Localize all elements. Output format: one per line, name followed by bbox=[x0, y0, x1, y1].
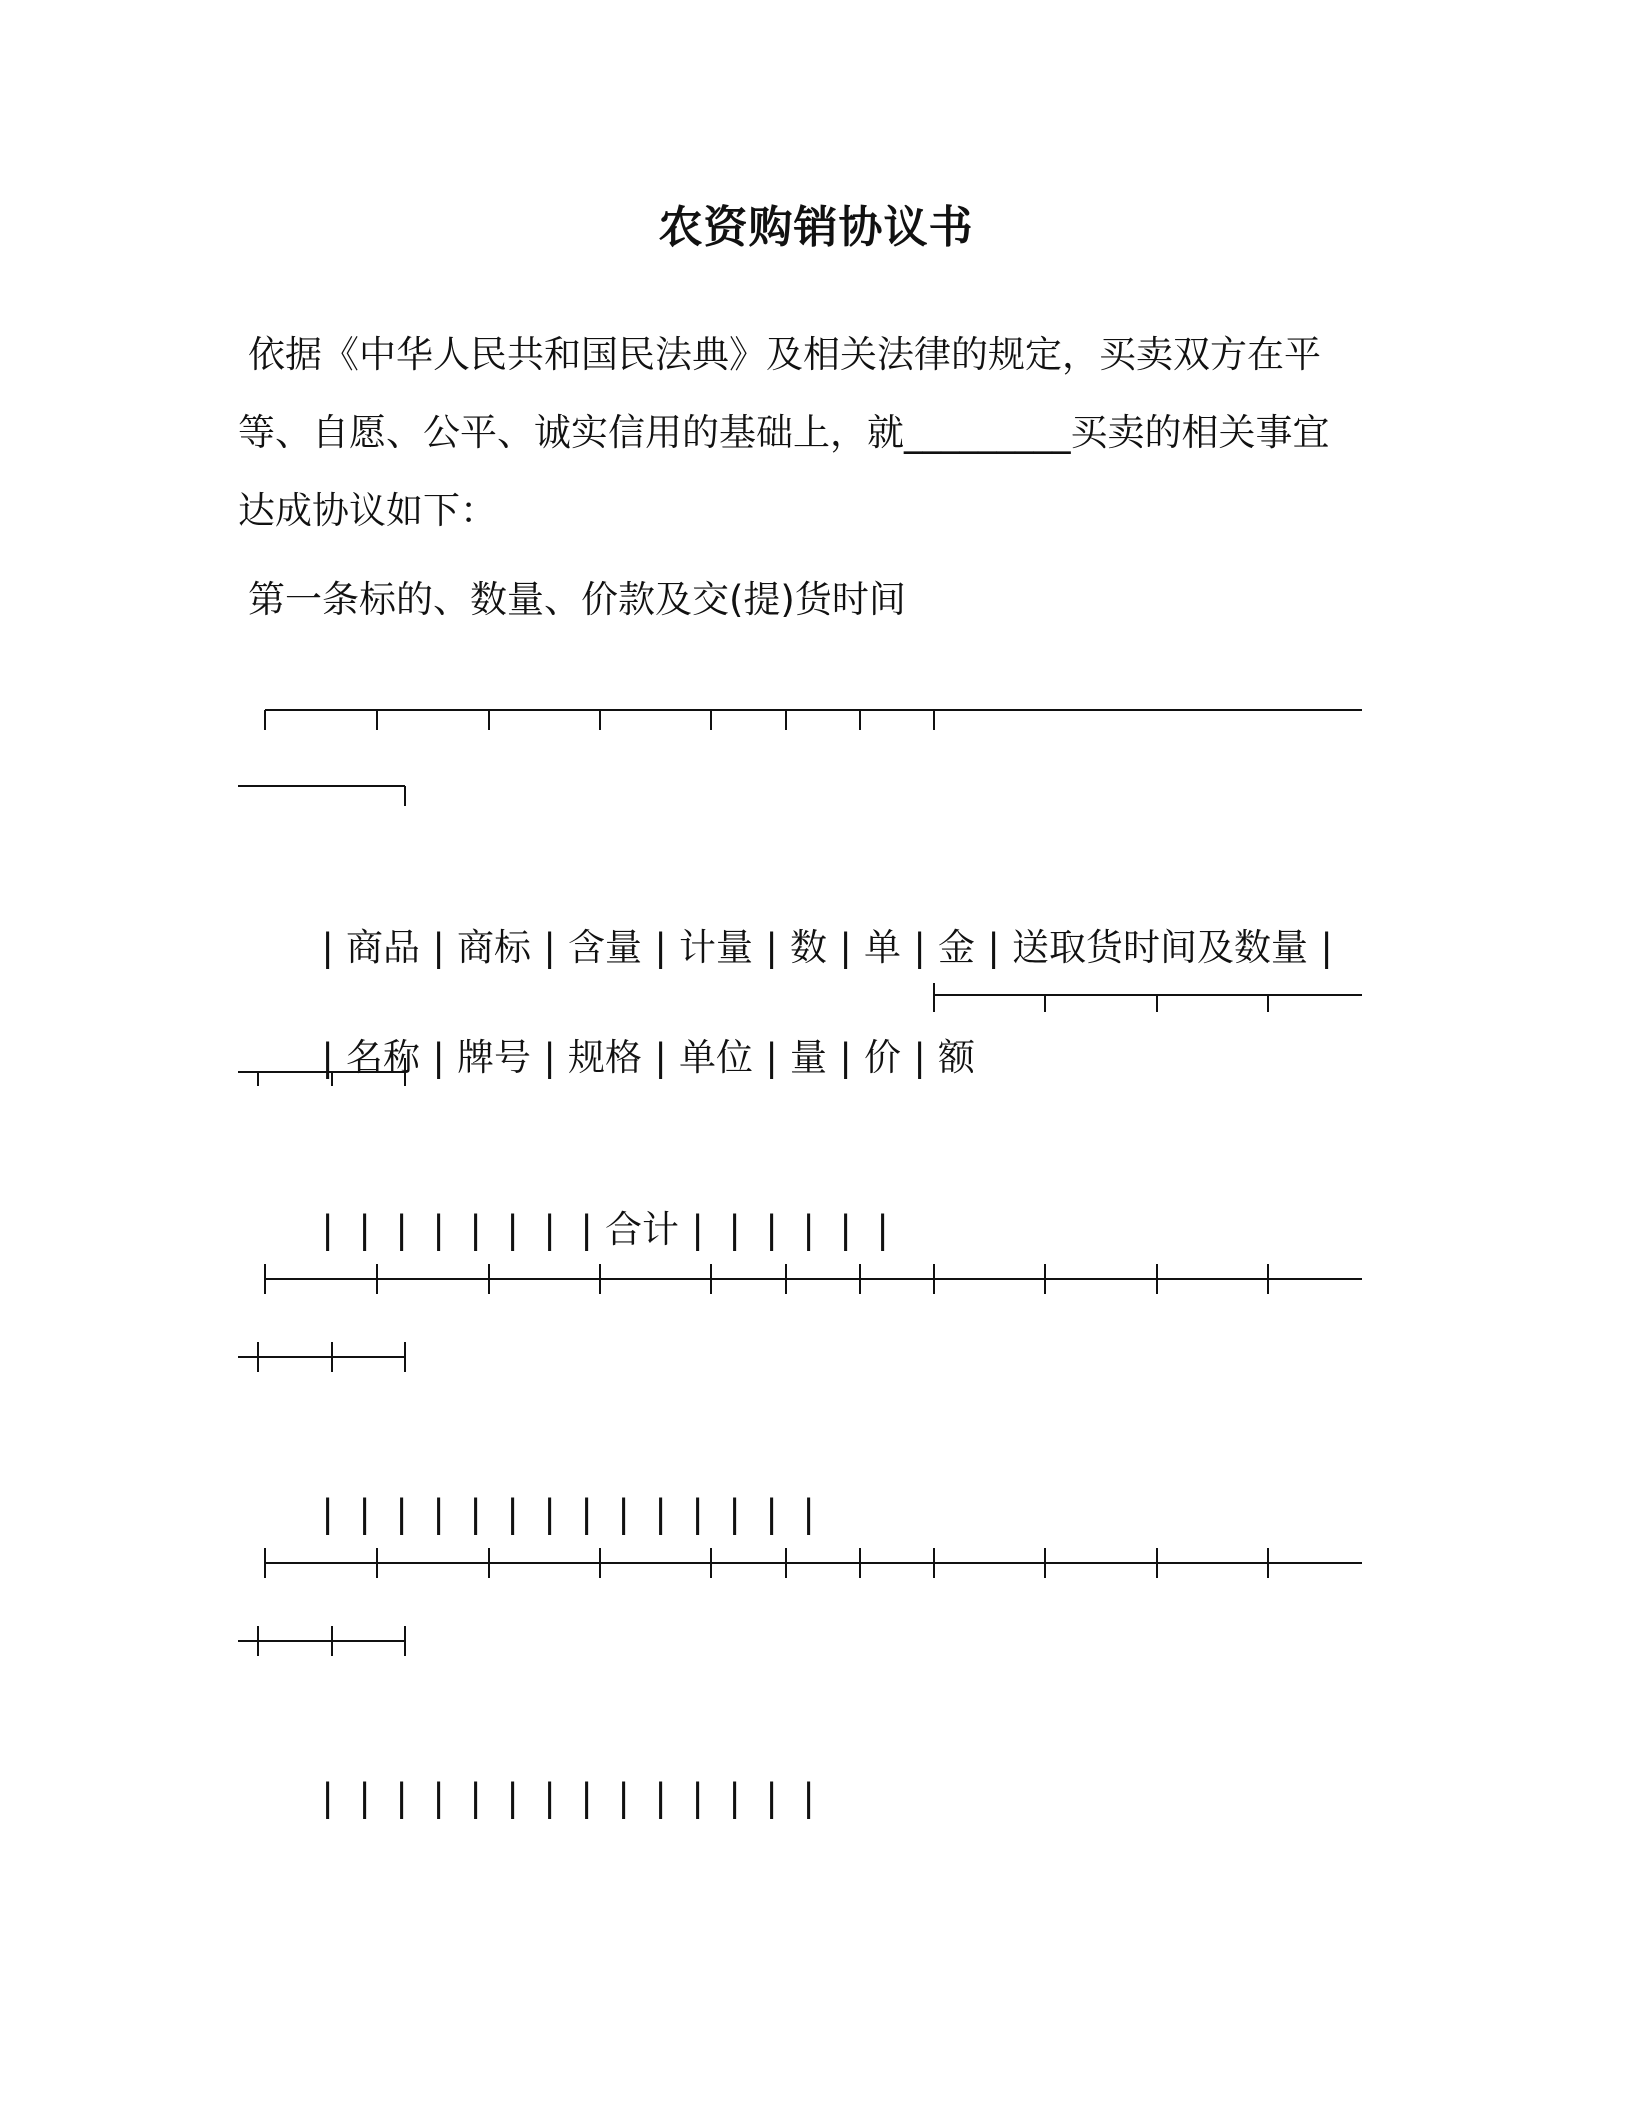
cell-divider: | bbox=[839, 1036, 852, 1079]
header-cell: 数 bbox=[790, 926, 828, 969]
cell-divider: | bbox=[358, 1776, 371, 1819]
cell-divider: | bbox=[765, 1208, 778, 1251]
table-total-row bbox=[262, 1140, 901, 1320]
cell-divider: | bbox=[395, 1776, 408, 1819]
cell-divider: | bbox=[728, 1492, 741, 1535]
header-cell: 商标 bbox=[457, 926, 532, 969]
cell-divider: | bbox=[580, 1776, 593, 1819]
cell-divider: | bbox=[654, 1776, 667, 1819]
table-header-row-2 bbox=[262, 968, 975, 1148]
cell-divider: | bbox=[765, 1492, 778, 1535]
cell-divider: | bbox=[432, 1208, 445, 1251]
cell-divider: | bbox=[654, 1036, 667, 1079]
cell-divider: | bbox=[432, 1492, 445, 1535]
header-cell: 额 bbox=[938, 1036, 976, 1079]
cell-divider: | bbox=[839, 1208, 852, 1251]
cell-divider: | bbox=[321, 1776, 334, 1819]
document-title: 农资购销协议书 bbox=[658, 202, 974, 253]
cell-divider: | bbox=[580, 1208, 593, 1251]
cell-divider: | bbox=[543, 1036, 556, 1079]
cell-divider: | bbox=[395, 1208, 408, 1251]
cell-divider: | bbox=[987, 926, 1000, 969]
header-cell: 名称 bbox=[346, 1036, 421, 1079]
cell-divider: | bbox=[691, 1492, 704, 1535]
cell-divider: | bbox=[765, 926, 778, 969]
cell-divider: | bbox=[654, 926, 667, 969]
header-cell: 金 bbox=[938, 926, 976, 969]
cell-divider: | bbox=[765, 1776, 778, 1819]
intro-line: 依据《中华人民共和国民法典》及相关法律的规定，买卖双方在平 bbox=[248, 333, 1321, 376]
cell-divider: | bbox=[802, 1492, 815, 1535]
table-empty-row bbox=[262, 1708, 827, 1888]
cell-divider: | bbox=[543, 1776, 556, 1819]
total-label: 合计 bbox=[605, 1208, 680, 1251]
cell-divider: | bbox=[432, 1036, 445, 1079]
header-cell: 计量 bbox=[679, 926, 754, 969]
cell-divider: | bbox=[617, 1492, 630, 1535]
header-cell: 量 bbox=[790, 1036, 828, 1079]
cell-divider: | bbox=[691, 1776, 704, 1819]
cell-divider: | bbox=[321, 1036, 334, 1079]
cell-divider: | bbox=[765, 1036, 778, 1079]
cell-divider: | bbox=[432, 1776, 445, 1819]
header-cell: 规格 bbox=[568, 1036, 643, 1079]
header-cell: 送取货时间及数量 bbox=[1012, 926, 1309, 969]
article-1-heading: 第一条标的、数量、价款及交(提)货时间 bbox=[248, 578, 906, 621]
cell-divider: | bbox=[839, 926, 852, 969]
cell-divider: | bbox=[358, 1208, 371, 1251]
cell-divider: | bbox=[432, 926, 445, 969]
header-cell: 含量 bbox=[568, 926, 643, 969]
cell-divider: | bbox=[321, 1492, 334, 1535]
header-cell: 单位 bbox=[679, 1036, 754, 1079]
cell-divider: | bbox=[395, 1492, 408, 1535]
cell-divider: | bbox=[691, 1208, 704, 1251]
header-cell: 价 bbox=[864, 1036, 902, 1079]
cell-divider: | bbox=[506, 1492, 519, 1535]
header-cell: 商品 bbox=[346, 926, 421, 969]
table-empty-row bbox=[262, 1424, 827, 1604]
cell-divider: | bbox=[358, 1492, 371, 1535]
cell-divider: | bbox=[617, 1776, 630, 1819]
cell-divider: | bbox=[469, 1492, 482, 1535]
cell-divider: | bbox=[654, 1492, 667, 1535]
cell-divider: | bbox=[321, 1208, 334, 1251]
cell-divider: | bbox=[321, 926, 334, 969]
cell-divider: | bbox=[469, 1208, 482, 1251]
cell-divider: | bbox=[469, 1776, 482, 1819]
cell-divider: | bbox=[543, 926, 556, 969]
cell-divider: | bbox=[543, 1492, 556, 1535]
intro-line: 达成协议如下： bbox=[238, 489, 497, 532]
cell-divider: | bbox=[728, 1776, 741, 1819]
cell-divider: | bbox=[913, 1036, 926, 1079]
cell-divider: | bbox=[802, 1208, 815, 1251]
header-cell: 牌号 bbox=[457, 1036, 532, 1079]
cell-divider: | bbox=[506, 1776, 519, 1819]
header-cell: 单 bbox=[864, 926, 902, 969]
cell-divider: | bbox=[913, 926, 926, 969]
cell-divider: | bbox=[802, 1776, 815, 1819]
cell-divider: | bbox=[876, 1208, 889, 1251]
intro-line: 等、自愿、公平、诚实信用的基础上，就_________买卖的相关事宜 bbox=[238, 411, 1330, 454]
cell-divider: | bbox=[506, 1208, 519, 1251]
cell-divider: | bbox=[580, 1492, 593, 1535]
cell-divider: | bbox=[1320, 926, 1333, 969]
cell-divider: | bbox=[543, 1208, 556, 1251]
cell-divider: | bbox=[728, 1208, 741, 1251]
